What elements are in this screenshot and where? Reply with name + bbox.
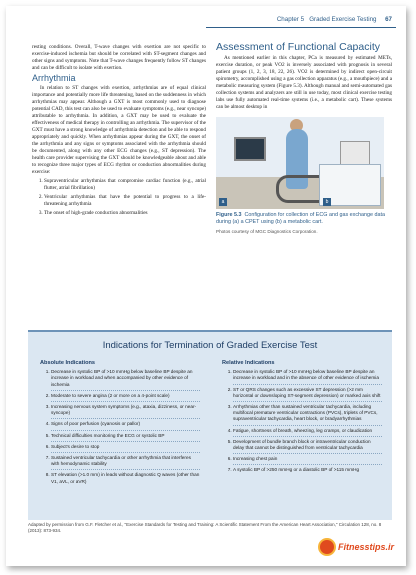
list-item: 1. Decrease in systolic BP of >10 mmHg below baseline BP despite an increase in workload and in the absence of other evidence of ischemia — [233, 369, 382, 381]
figure-caption-text: Configuration for collection of ECG and gas exchange data during (a) a CPET using (b) a metabolic cart. — [216, 212, 386, 225]
list-item: 3. Arrhythmias other than sustained ventricular tachycardia, including multifocal premature ventricular contractions (PVCs), triplets of PVCs, supraventricular tachycardia, heart block, or bradyarrhythmias — [233, 401, 382, 423]
photo-credit: Photos courtesy of MGC Diagnostics Corporation. — [216, 229, 318, 234]
arrhythmia-paragraph: In relation to ST changes with exertion, arrhythmias are of equal clinical importance and potentially more life threatening, based on the suddenness in which arrhythmias may appear. Although a GXT is most commonly used to diagnose potential CAD, this test can also be used to evaluate symptoms (e.g., near syncope) attributable to arrhythmia. In addition, a GXT may be used to evaluate the effectiveness of medical therapy in controlling an arrhythmia. The supervisor of the GXT must have a strong knowledge of arrhythmia detection and be able to respond appropriately and quickly. When arrhythmias appear during the GXT, the onset of the arrhythmia and any signs or symptoms associated with the arrhythmia should be documented, along with any other ECG changes (e.g., ST depression). The health care provider supervising the GXT should be knowledgeable about and able to recognize three major types of ECG rhythm or conduction abnormalities during exercise: — [32, 85, 206, 175]
absolute-heading: Absolute Indications — [40, 360, 96, 366]
list-item: 4. Fatigue, shortness of breath, wheezing, leg cramps, or claudication — [233, 425, 382, 434]
figure-photo — [216, 117, 384, 209]
list-item: 7. A systolic BP of >250 mmHg or a diastolic BP of >115 mmHg — [233, 464, 382, 473]
termination-indications-box — [28, 330, 392, 520]
functional-capacity-paragraph: As mentioned earlier in this chapter, PCa is measured by estimated METs, exercise duration, or peak VO2 is inversely associated with prognosis in several patient groups (1, 2, 3, 18, 22, 26). VO2 is determined by indirect open-circuit spirometry, accomplished using a gas collection apparatus (e.g., a mouthpiece) and a metabolic measuring system (Figure 5.3). Although manual and semi-automated gas collection systems and analyzers are still in use today, most clinical exercise testing labs use fully automated real-time systems (i.e., a metabolic cart). These systems can be almost desktop in — [216, 55, 392, 110]
watermark-badge-icon — [318, 538, 336, 556]
panel-b-label: b — [323, 198, 331, 206]
list-item: 8. ST elevation (>1.0 mm) in leads without diagnostic Q waves (other than V1, aVL, or aVR) — [51, 469, 200, 484]
chapter-label: Chapter 5 — [276, 16, 305, 23]
list-item: 6. Increasing chest pain — [233, 453, 382, 462]
relative-indications — [222, 360, 382, 476]
relative-list — [222, 369, 382, 473]
list-item: 2. Ventricular arrhythmias that have the potential to progress to a life-threatening arrhythmia — [44, 194, 206, 208]
figure-caption — [216, 212, 392, 226]
book-page — [6, 6, 406, 566]
functional-capacity-heading: Assessment of Functional Capacity — [216, 41, 380, 53]
list-item: 6. Subject's desire to stop — [51, 441, 200, 450]
left-column — [32, 44, 206, 219]
list-item: 4. Signs of poor perfusion (cyanosis or pallor) — [51, 418, 200, 427]
list-item: 1. Supraventricular arrhythmias that compromise cardiac function (e.g., atrial flutter, atrial fibrillation) — [44, 178, 206, 192]
running-header — [277, 16, 392, 23]
absolute-list — [40, 369, 200, 485]
source-citation: Adapted by permission from G.F. Fletcher et al., "Exercise Standards for Testing and Training: A Scientific Statement From the American Heart Association," Circulation 128, no. 8 (2013): 873-934. — [28, 522, 382, 533]
intro-paragraph: resting conditions. Overall, T-wave changes with exertion are not specific to exercise-induced ischemia but should be correlated with ST-segment changes and other signs and symptoms. Note that T-wave changes frequently follow ST changes and can be difficult to isolate with exertion. — [32, 44, 206, 71]
box-title: Indications for Termination of Graded Exercise Test — [102, 340, 318, 351]
ecg-monitor-image — [234, 137, 266, 161]
list-item: 7. Sustained ventricular tachycardia or other arrhythmia that interferes with hemodynamic stability — [51, 452, 200, 467]
watermark-logo — [314, 536, 395, 558]
arrhythmia-heading: Arrhythmia — [32, 73, 76, 83]
absolute-indications — [40, 360, 200, 487]
chapter-title: Graded Exercise Testing — [309, 16, 377, 23]
list-item: 1. Decrease in systolic BP of >10 mmHg below baseline BP despite an increase in workload and when accompanied by other evidence of ischemia — [51, 369, 200, 388]
list-item: 3. Increasing nervous system symptoms (e.g., ataxia, dizziness, or near-syncope) — [51, 401, 200, 416]
list-item: 2. Moderate to severe angina (2 or more on a 4-point scale) — [51, 390, 200, 399]
panel-a-label: a — [219, 198, 227, 206]
list-item: 5. Development of bundle branch block or intraventricular conduction delay that cannot be distinguished from ventricular tachycardia — [233, 436, 382, 451]
watermark-text: Fitnesstips.ir — [338, 542, 395, 552]
header-rule — [206, 27, 396, 28]
figure-label: Figure 5.3 — [216, 212, 242, 218]
arrhythmia-list — [32, 178, 206, 217]
relative-heading: Relative Indications — [222, 360, 275, 366]
list-item: 3. The onset of high-grade conduction abnormalities — [44, 210, 206, 217]
list-item: 2. ST or QRS changes such as excessive ST depression (>2 mm horizontal or downsloping ST-segment depression) or marked axis shift — [233, 384, 382, 399]
right-column — [216, 41, 392, 235]
list-item: 5. Technical difficulties monitoring the ECG or systolic BP — [51, 430, 200, 439]
page-number: 67 — [385, 16, 392, 23]
